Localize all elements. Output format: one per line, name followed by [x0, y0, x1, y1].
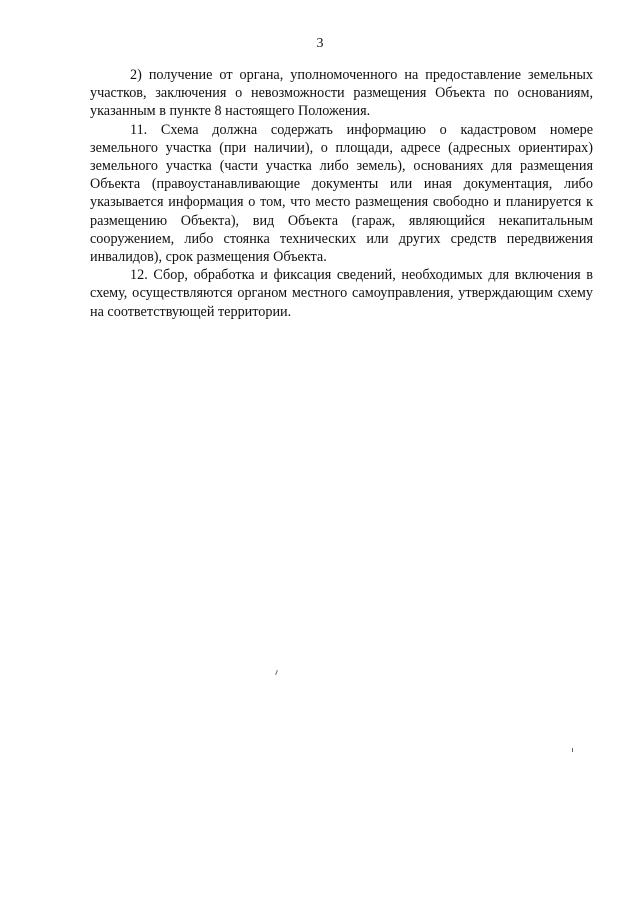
document-body [90, 66, 593, 321]
page-number: 3 [316, 36, 324, 51]
scan-artifact-mark [572, 748, 573, 752]
paragraph-clause-12: 12. Сбор, обработка и фиксация сведений, необходимых для включения в схему, осуществляются органом местного самоуправления, утверждающим схему на соответствующей территории. [90, 267, 593, 320]
paragraph-item-2: 2) получение от органа, уполномоченного на предоставление земельных участков, заключения о невозможности размещения Объекта по основаниям, указанным в пункте 8 настоящего Положения. [90, 67, 593, 120]
paragraph-clause-11: 11. Схема должна содержать информацию о кадастровом номере земельного участка (при наличии), о площади, адресе (адресных ориентирах) земельного участка (части участка либо земель), основаниях для размещения Объекта (правоустанавливающие документы или иная документация, либо указывается информация о том, что место размещения свободно и планируется к размещению Объекта), вид Объекта (гараж, являющийся некапитальным сооружением, либо стоянка технических или других средств передвижения инвалидов), срок размещения Объекта. [90, 121, 593, 266]
scan-artifact-mark [275, 670, 278, 675]
